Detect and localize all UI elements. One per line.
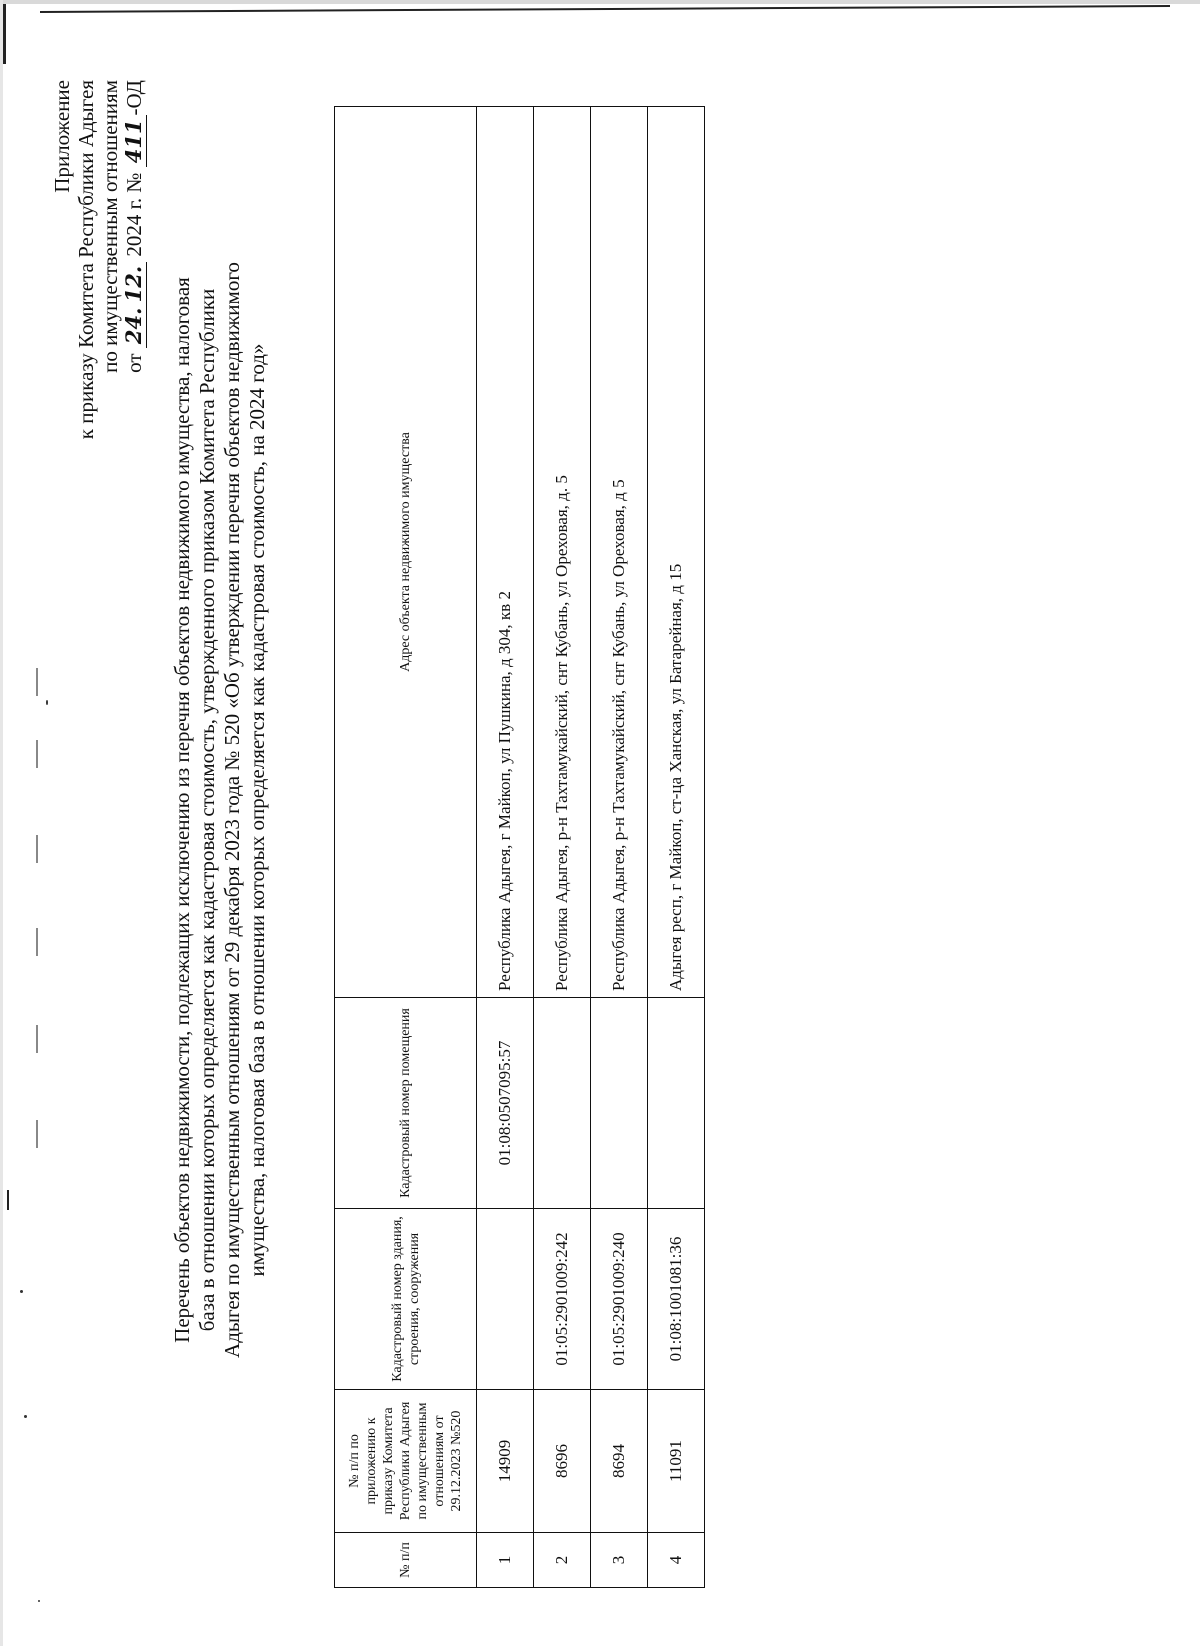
cell-address: Республика Адыгея, р-н Тахтамукайский, снт Кубань, ул Ореховая, д. 5 [534,107,591,998]
scan-tick [36,740,38,768]
scan-tick [36,835,38,863]
header-address: Адрес объекта недвижимого имущества [335,107,477,998]
header-prior-number: № п/п по приложению к приказу Комитета Республики Адыгея по имущественным отношениям от 29.12.2023 №520 [335,1390,477,1533]
objects-table [334,106,705,1588]
appendix-date-line [122,80,147,1540]
header-building-cadastral: Кадастровый номер здания, строения, сооружения [335,1209,477,1390]
cell-building: 01:05:2901009:242 [534,1209,591,1390]
header-num: № п/п [335,1533,477,1588]
appendix-label: Приложение [50,80,74,193]
scan-corner-mark [3,4,6,64]
table-header-row [335,107,477,1588]
appendix-header [50,80,147,1540]
cell-prior: 14909 [477,1390,534,1533]
cell-address: Республика Адыгея, р-н Тахтамукайский, снт Кубань, ул Ореховая, д 5 [591,107,648,998]
table-row [591,107,648,1588]
cell-building: 01:08:1001081:36 [648,1209,705,1390]
cell-room: 01:08:0507095:57 [477,998,534,1209]
cell-room [534,998,591,1209]
scan-tick [36,1025,38,1053]
table-row [648,107,705,1588]
table-row [534,107,591,1588]
cell-room [648,998,705,1209]
order-number: 411 [121,119,146,164]
scan-speck [38,1600,40,1602]
appendix-order-ref: к приказу Комитета Республики Адыгея [74,80,98,440]
scan-tick [36,928,38,956]
rotated-document-page [42,0,1142,1600]
cell-prior: 8694 [591,1390,648,1533]
scan-speck [24,1415,27,1418]
title-line-2: база в отношении которых определяется как кадастровая стоимость, утвержденного приказом Комитета Республики [195,288,219,1332]
date-handwritten [122,262,147,348]
title-line-4: имущества, налоговая база в отношении которых определяется как кадастровая стоимость, на 2024 год» [245,343,269,1277]
date-prefix: от [122,353,146,373]
cell-prior: 11091 [648,1390,705,1533]
cell-building [477,1209,534,1390]
scan-speck [20,1290,23,1293]
table-row [477,107,534,1588]
cell-num: 2 [534,1533,591,1588]
title-line-1: Перечень объектов недвижимости, подлежащих исключению из перечня объектов недвижимого имущества, налоговая [170,277,194,1343]
cell-address: Адыгея респ, г Майкоп, ст-ца Ханская, ул Батарейная, д 15 [648,107,705,998]
scan-edge-left [0,0,3,1646]
order-number-line [122,115,147,167]
cell-address: Республика Адыгея, г Майкоп, ул Пушкина, д 304, кв 2 [477,107,534,998]
cell-room [591,998,648,1209]
cell-num: 1 [477,1533,534,1588]
appendix-committee: по имущественным отношениям [98,80,122,373]
cell-building: 01:05:2901009:240 [591,1209,648,1390]
cell-num: 4 [648,1533,705,1588]
cell-prior: 8696 [534,1390,591,1533]
title-line-3: Адыгея по имущественным отношениям от 29 декабря 2023 года № 520 «Об утверждении перечня объектов недвижимого [220,262,244,1358]
scan-tick [36,1120,38,1148]
order-suffix: -ОД [122,80,146,116]
date-month: 12. [121,265,146,303]
document-title [170,120,270,1500]
date-year: 2024 г. № [122,172,146,257]
scan-tick [36,668,38,696]
scan-tick [7,1190,9,1210]
cell-num: 3 [591,1533,648,1588]
header-room-cadastral: Кадастровый номер помещения [335,998,477,1209]
date-day: 24. [121,307,146,345]
